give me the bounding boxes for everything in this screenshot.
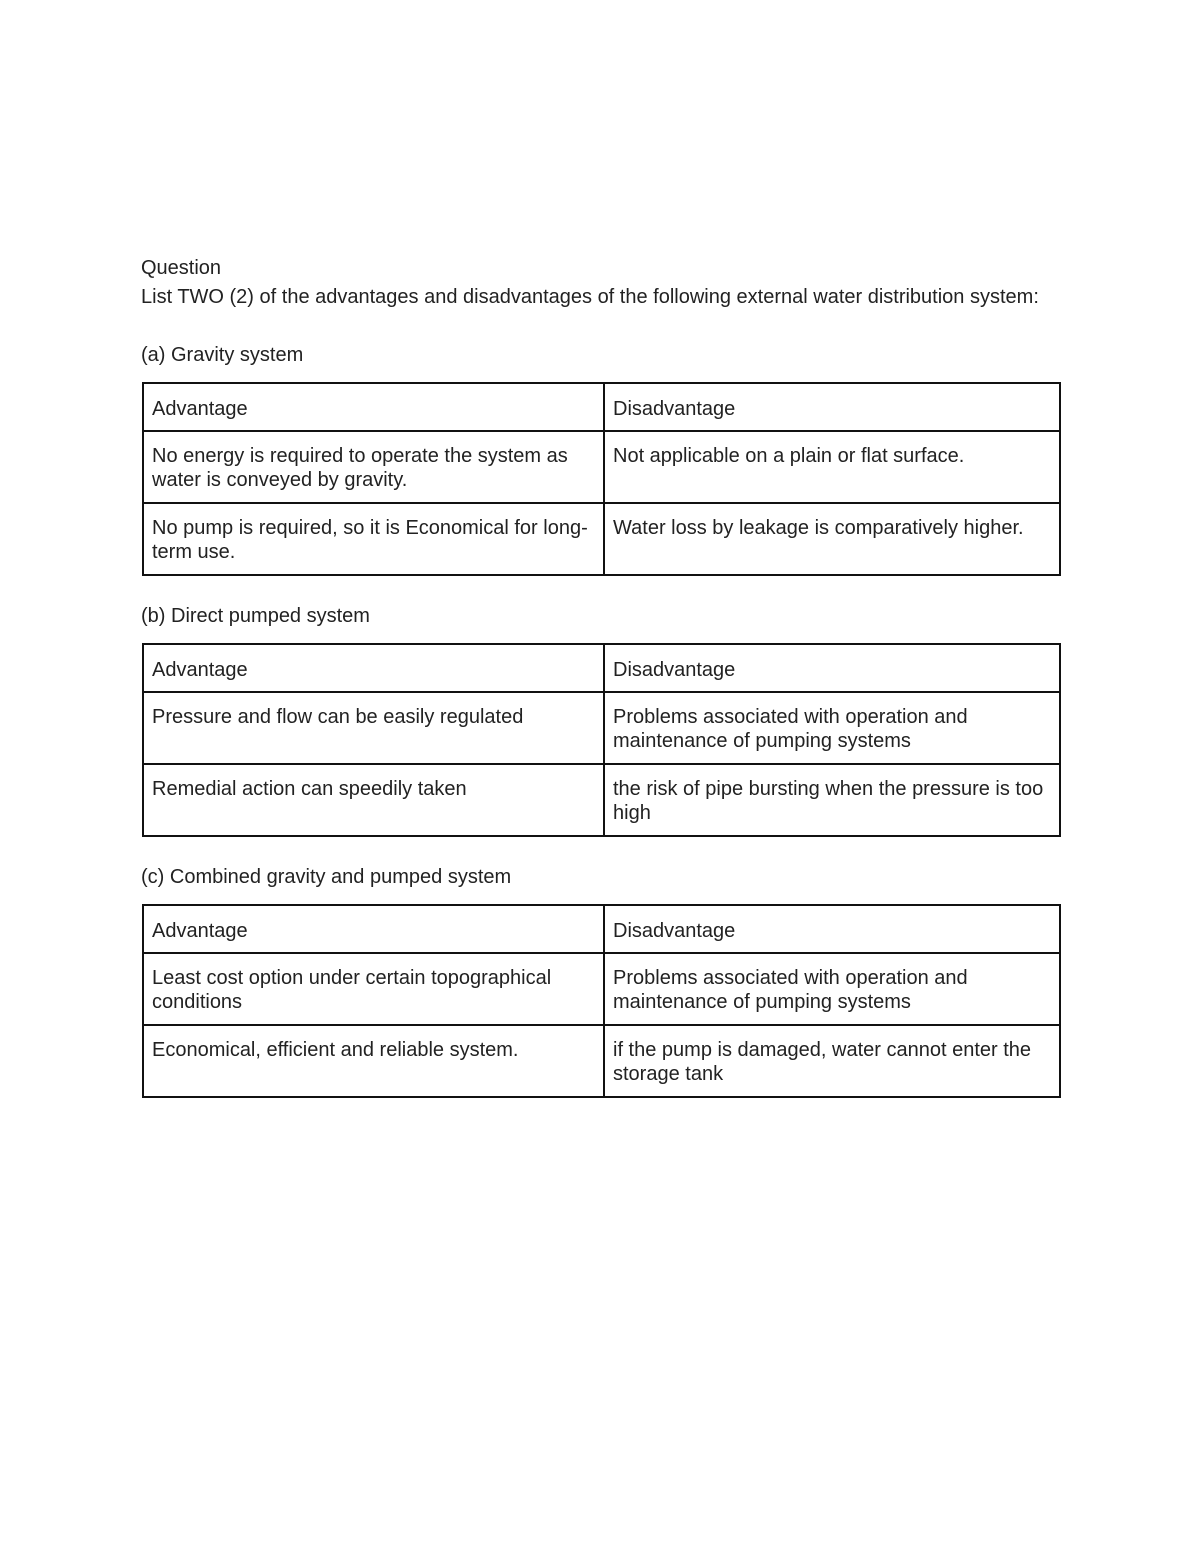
table-header-row bbox=[143, 905, 1060, 953]
disadvantage-cell: the risk of pipe bursting when the pressure is too high bbox=[604, 764, 1060, 836]
disadvantage-cell: Water loss by leakage is comparatively higher. bbox=[604, 503, 1060, 575]
header-advantage: Advantage bbox=[143, 905, 604, 953]
disadvantage-cell: Problems associated with operation and maintenance of pumping systems bbox=[604, 692, 1060, 764]
section-title-combined: (c) Combined gravity and pumped system bbox=[141, 866, 512, 888]
spacer bbox=[141, 576, 1061, 602]
disadvantage-cell: Problems associated with operation and maintenance of pumping systems bbox=[604, 953, 1060, 1025]
document-content bbox=[141, 254, 1061, 1098]
advantage-cell: Least cost option under certain topographical conditions bbox=[143, 953, 604, 1025]
spacer bbox=[141, 312, 1061, 341]
table-row bbox=[143, 692, 1060, 764]
table-gravity-system bbox=[142, 382, 1061, 576]
advantage-cell: No pump is required, so it is Economical for long-term use. bbox=[143, 503, 604, 575]
header-advantage: Advantage bbox=[143, 644, 604, 692]
header-disadvantage: Disadvantage bbox=[604, 905, 1060, 953]
advantage-cell: Pressure and flow can be easily regulated bbox=[143, 692, 604, 764]
table-direct-pumped-system bbox=[142, 643, 1061, 837]
table-row bbox=[143, 953, 1060, 1025]
table-combined-system bbox=[142, 904, 1061, 1098]
disadvantage-cell: if the pump is damaged, water cannot enter the storage tank bbox=[604, 1025, 1060, 1097]
header-disadvantage: Disadvantage bbox=[604, 644, 1060, 692]
table-row bbox=[143, 431, 1060, 503]
disadvantage-cell: Not applicable on a plain or flat surface. bbox=[604, 431, 1060, 503]
header-disadvantage: Disadvantage bbox=[604, 383, 1060, 431]
table-header-row bbox=[143, 383, 1060, 431]
advantage-cell: No energy is required to operate the system as water is conveyed by gravity. bbox=[143, 431, 604, 503]
spacer bbox=[141, 837, 1061, 863]
header-advantage: Advantage bbox=[143, 383, 604, 431]
table-row bbox=[143, 1025, 1060, 1097]
question-label: Question bbox=[141, 257, 222, 279]
table-header-row bbox=[143, 644, 1060, 692]
question-text: List TWO (2) of the advantages and disadvantages of the following external water distribution system: bbox=[141, 286, 1039, 308]
advantage-cell: Remedial action can speedily taken bbox=[143, 764, 604, 836]
table-row bbox=[143, 764, 1060, 836]
advantage-cell: Economical, efficient and reliable system. bbox=[143, 1025, 604, 1097]
section-title-direct-pumped: (b) Direct pumped system bbox=[141, 605, 370, 627]
section-title-gravity: (a) Gravity system bbox=[141, 344, 304, 366]
table-row bbox=[143, 503, 1060, 575]
